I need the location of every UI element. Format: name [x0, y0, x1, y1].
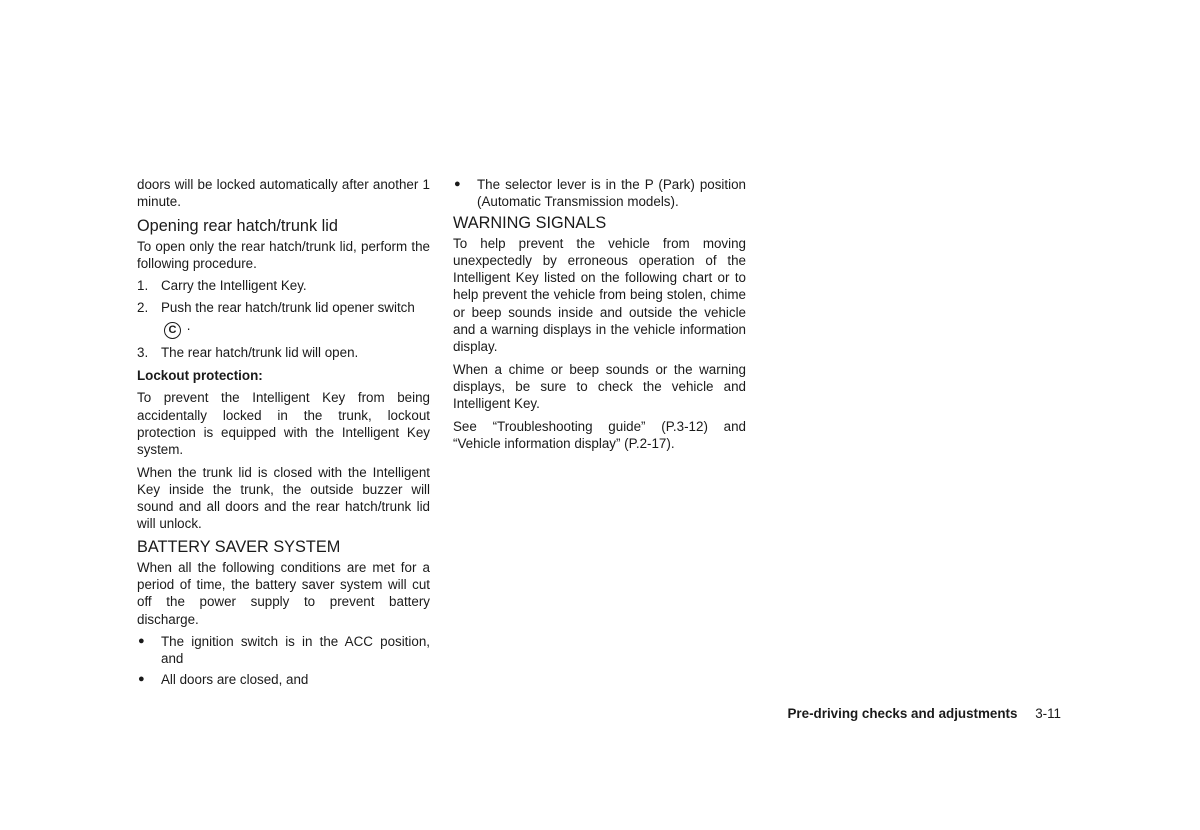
step-number: 1. — [137, 278, 149, 294]
condition-bullet-item — [137, 671, 430, 688]
bullet-mark: ● — [454, 178, 461, 190]
step-item — [137, 299, 430, 338]
battery-paragraph: When all the following conditions are met for a period of time, the battery saver system will cut off the power supply to prevent battery discharge. — [137, 559, 430, 627]
continued-paragraph: doors will be locked automatically after another 1 minute. — [137, 177, 430, 210]
step-text: The rear hatch/trunk lid will open. — [161, 344, 359, 360]
footer-section-title: Pre-driving checks and adjustments — [787, 706, 1018, 721]
warning-paragraph: To help prevent the vehicle from moving unexpectedly by erroneous operation of the Intelligent Key listed on the following chart or to help prevent the vehicle from being stolen, chime or beep sounds inside and outside the vehicle and a warning displays in the vehicle information display. — [453, 235, 746, 355]
bullet-mark: ● — [138, 672, 145, 685]
step-number: 3. — [137, 344, 149, 360]
bullet-text: The selector lever is in the P (Park) position (Automatic Transmission models). — [477, 177, 746, 210]
step-item — [137, 277, 430, 294]
step-text: Carry the Intelligent Key. — [161, 278, 307, 294]
left-column — [137, 176, 430, 688]
bullet-text: The ignition switch is in the ACC position, and — [161, 633, 430, 667]
condition-bullet-item — [453, 176, 746, 211]
step-text: Push the rear hatch/trunk lid opener switch — [161, 300, 415, 316]
section-heading-trunk: Opening rear hatch/trunk lid — [137, 216, 338, 235]
page-footer — [788, 705, 1062, 722]
section-heading-battery: BATTERY SAVER SYSTEM — [137, 537, 341, 556]
lockout-paragraph: When the trunk lid is closed with the Intelligent Key inside the trunk, the outside buzzer will sound and all doors and the rear hatch/trunk lid will unlock. — [137, 464, 430, 532]
warning-paragraph: See “Troubleshooting guide” (P.3-12) and “Vehicle information display” (P.2-17). — [453, 418, 746, 451]
bullet-mark: ● — [138, 634, 145, 647]
bullet-text: All doors are closed, and — [161, 671, 309, 687]
opener-switch-callout-icon: C — [164, 322, 181, 339]
page-number: 3-11 — [1035, 706, 1061, 721]
section-heading-warning: WARNING SIGNALS — [453, 213, 607, 232]
warning-paragraph: When a chime or beep sounds or the warning displays, be sure to check the vehicle and Intelligent Key. — [453, 361, 746, 412]
condition-bullet-item — [137, 633, 430, 668]
lockout-paragraph: To prevent the Intelligent Key from being accidentally locked in the trunk, lockout protection is equipped with the Intelligent Key system. — [137, 390, 430, 458]
right-column — [453, 176, 746, 452]
trunk-intro-paragraph: To open only the rear hatch/trunk lid, perform the following procedure. — [137, 238, 430, 271]
step-number: 2. — [137, 300, 149, 316]
step-text-end: . — [186, 317, 191, 333]
step-item — [137, 344, 430, 361]
lockout-heading: Lockout protection: — [137, 368, 263, 384]
